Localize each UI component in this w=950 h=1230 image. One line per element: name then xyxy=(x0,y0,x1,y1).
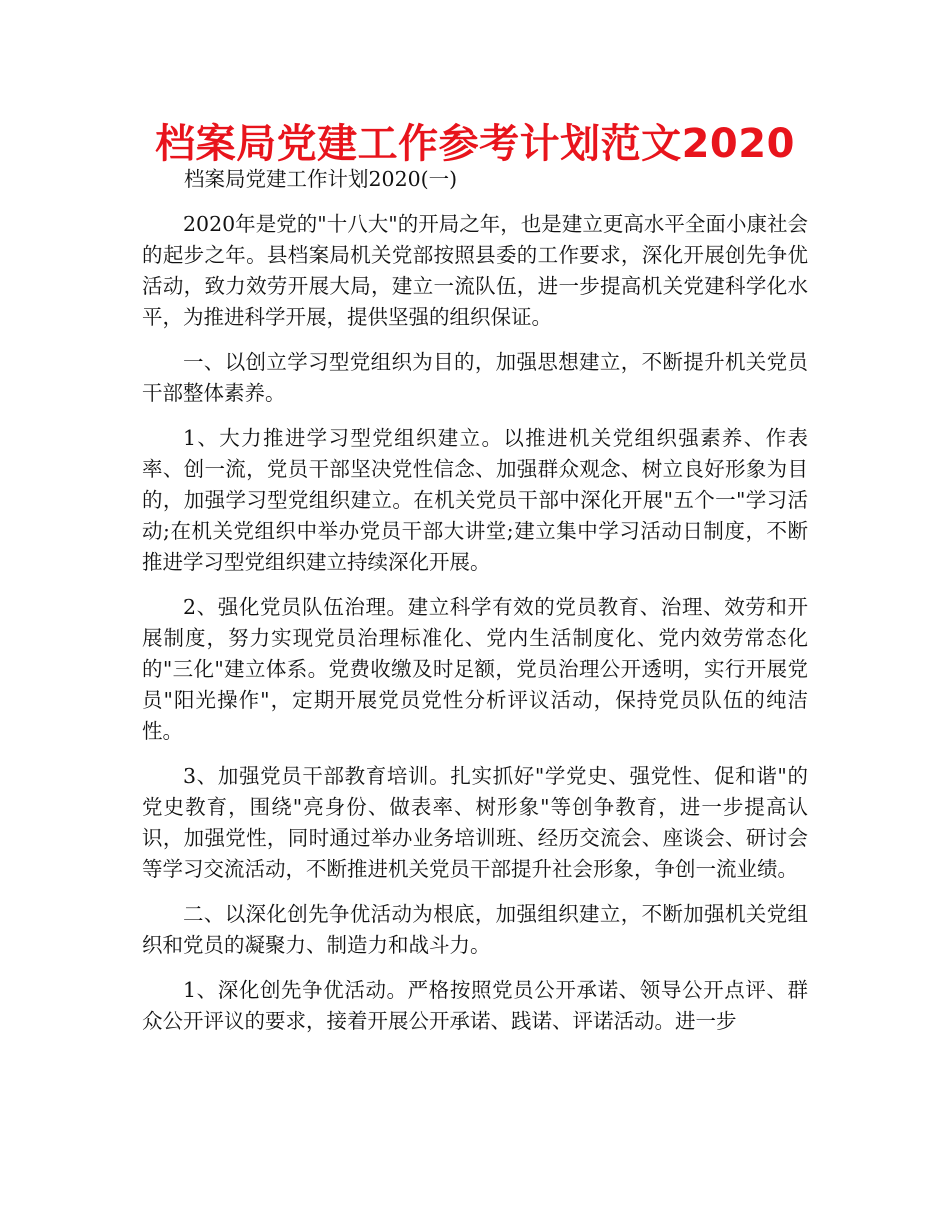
paragraph: 1、大力推进学习型党组织建立。以推进机关党组织强素养、作表率、创一流，党员干部坚决党性信念、加强群众观念、树立良好形象为目的，加强学习型党组织建立。在机关党员干部中深化开展"五个一"学习活动;在机关党组织中举办党员干部大讲堂;建立集中学习活动日制度，不断推进学习型党组织建立持续深化开展。 xyxy=(142,426,808,574)
paragraph: 2020年是党的"十八大"的开局之年，也是建立更高水平全面小康社会的起步之年。县档案局机关党部按照县委的工作要求，深化开展创先争优活动，致力效劳开展大局，建立一流队伍，进一步提高机关党建科学化水平，为推进科学开展，提供坚强的组织保证。 xyxy=(142,212,808,329)
document-title: 档案局党建工作参考计划范文2020 xyxy=(155,121,795,167)
paragraph: 二、以深化创先争优活动为根底，加强组织建立，不断加强机关党组织和党员的凝聚力、制造力和战斗力。 xyxy=(142,902,808,957)
document-body xyxy=(142,164,808,1037)
document-subtitle: 档案局党建工作计划2020(一) xyxy=(184,167,458,191)
paragraph: 一、以创立学习型党组织为目的，加强思想建立，不断提升机关党员干部整体素养。 xyxy=(142,350,808,405)
paragraph: 2、强化党员队伍治理。建立科学有效的党员教育、治理、效劳和开展制度，努力实现党员治理标准化、党内生活制度化、党内效劳常态化的"三化"建立体系。党费收缴及时足额，党员治理公开透明，实行开展党员"阳光操作"，定期开展党员党性分析评议活动，保持党员队伍的纯洁性。 xyxy=(142,595,808,743)
paragraph: 1、深化创先争优活动。严格按照党员公开承诺、领导公开点评、群众公开评议的要求，接着开展公开承诺、践诺、评诺活动。进一步 xyxy=(142,978,808,1033)
paragraph: 3、加强党员干部教育培训。扎实抓好"学党史、强党性、促和谐"的党史教育，围绕"亮身份、做表率、树形象"等创争教育，进一步提高认识，加强党性，同时通过举办业务培训班、经历交流会、座谈会、研讨会等学习交流活动，不断推进机关党员干部提升社会形象，争创一流业绩。 xyxy=(142,764,808,881)
